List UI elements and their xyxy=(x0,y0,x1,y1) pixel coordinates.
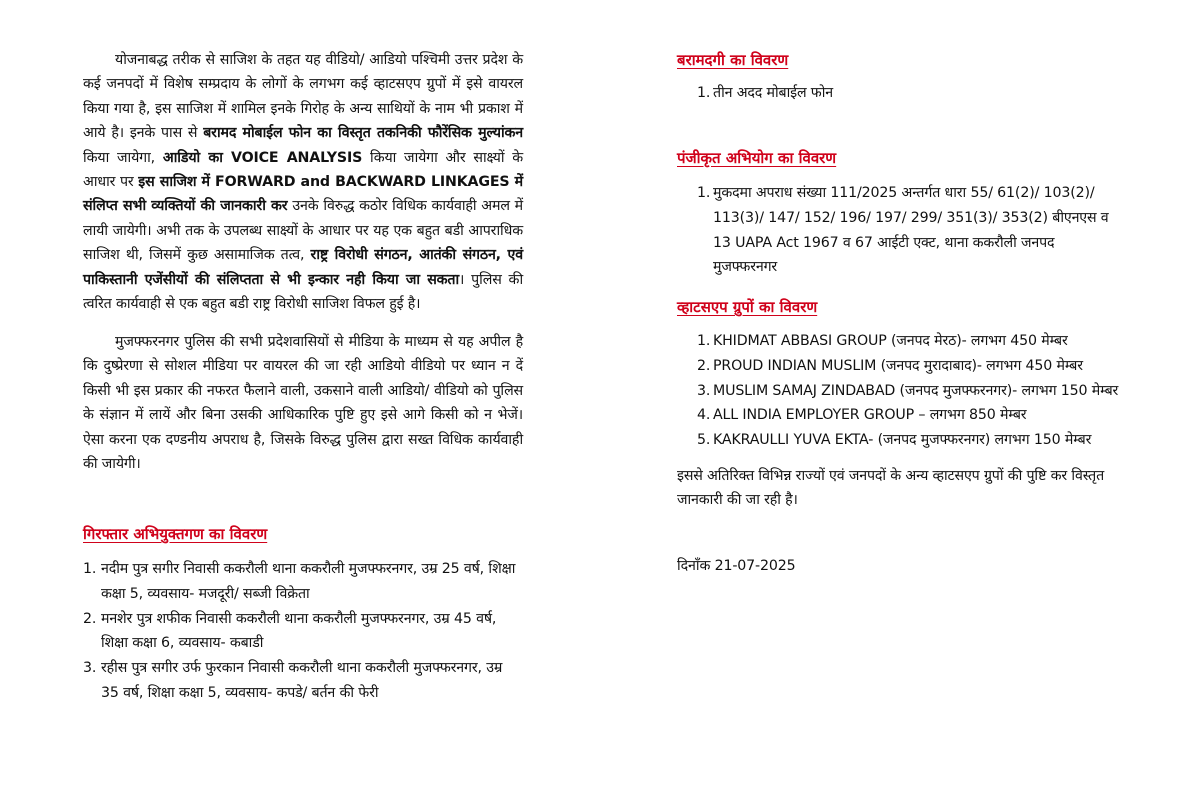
para1-bold-1: बरामद मोबाईल फोन का विस्तृत तकनिकी फौरेंसिक मुल्यांकन xyxy=(203,125,524,142)
list-number: 2. xyxy=(83,610,97,627)
list-number: 3. xyxy=(83,660,97,677)
list-number: 1. xyxy=(697,185,711,201)
para1-text-4: उनके विरुद्ध कठोर विधिक कार्यवाही अमल में लायी जायेगी। अभी तक के उपलब्ध साक्ष्यों के आधार पर यह एक बहुत बडी आपराधिक साजिश थी, जिसमें कुछ असामाजिक तत्व, xyxy=(83,198,524,264)
list-item-text: PROUD INDIAN MUSLIM (जनपद मुरादाबाद)- लगभग 450 मेम्बर xyxy=(713,357,1083,374)
list-item-text: मुकदमा अपराध संख्या 111/2025 अन्तर्गत धारा 55/ 61(2)/ 103(2)/ 113(3)/ 147/ 152/ 196/ 197/ 299/ 351(3)/ 353(2) बीएनएस व 13 UAPA Act 1967 व 67 आईटी एक्ट, थाना ककरौली जनपद मुजफ्फरनगर xyxy=(713,185,1109,276)
para1-text-3: किया जायेगा और साक्ष्यों के आधार पर xyxy=(83,149,523,191)
para1-text-5: । पुलिस की त्वरित कार्यवाही से एक बहुत बडी राष्ट्र विरोधी साजिश विफल हुई है। xyxy=(83,271,523,313)
list-number: 4. xyxy=(697,407,711,424)
list-item-text: ALL INDIA EMPLOYER GROUP – लगभग 850 मेम्बर xyxy=(713,407,1027,424)
list-number: 1. xyxy=(697,85,711,101)
arrested-item xyxy=(83,557,523,607)
list-number: 2. xyxy=(697,357,711,374)
para1-bold-4: राष्ट्र विरोधी संगठन, आतंकी संगठन, एवं पाकिस्तानी एजेंसीयों की संलिप्तता से भी इन्कार नही किया जा सकता xyxy=(83,247,523,288)
arrested-item xyxy=(83,607,523,657)
paragraph-conspiracy xyxy=(83,48,523,316)
recovery-item xyxy=(677,81,1122,106)
recovery-list xyxy=(677,81,1122,106)
arrested-item xyxy=(83,656,523,706)
recovery-heading: बरामदगी का विवरण xyxy=(677,51,789,69)
list-item-text: KAKRAULLI YUVA EKTA- (जनपद मुजफ्फरनगर) लगभग 150 मेम्बर xyxy=(713,432,1092,449)
paragraph-appeal xyxy=(83,330,523,476)
case-item xyxy=(677,181,1122,280)
group-item xyxy=(677,428,1122,453)
para1-bold-2: आडियो का VOICE ANALYSIS xyxy=(162,149,363,166)
case-list xyxy=(677,181,1122,280)
list-number: 3. xyxy=(697,382,711,399)
case-heading: पंजीकृत अभियोग का विवरण xyxy=(677,149,837,167)
group-item xyxy=(677,403,1122,428)
list-item-text: नदीम पुत्र सगीर निवासी ककरौली थाना ककरौली मुजफ्फरनगर, उम्र 25 वर्ष, शिक्षा कक्षा 5, व्यवसाय- मजदूरी/ सब्जी विक्रेता xyxy=(101,561,516,602)
list-item-text: मनशेर पुत्र शफीक निवासी ककरौली थाना ककरौली मुजफ्फरनगर, उम्र 45 वर्ष, शिक्षा कक्षा 6, व्यवसाय- कबाडी xyxy=(101,610,497,652)
list-item-text: MUSLIM SAMAJ ZINDABAD (जनपद मुजफ्फरनगर)- लगभग 150 मेम्बर xyxy=(713,382,1119,399)
group-item xyxy=(677,379,1122,404)
group-item xyxy=(677,329,1122,354)
group-item xyxy=(677,354,1122,379)
para1-bold-3: इस साजिश में FORWARD and BACKWARD LINKAGES में संलिप्त सभी व्यक्तियों की जानकारी कर xyxy=(83,174,523,215)
para2-text: मुजफ्फरनगर पुलिस की सभी प्रदेशवासियों से मीडिया के माध्यम से यह अपील है कि दुष्प्रेरणा से सोशल मीडिया पर वायरल की जा रही आडियो वीडियो पर ध्यान न दें किसी भी इस प्रकार की नफरत फैलाने वाली, उकसाने वाली आडियो/ वीडियो को पुलिस के संज्ञान में लायें और बिना उसकी आधिकारिक पुष्टि हुए इसे आगे किसी को न भेजें। ऐसा करना एक दण्डनीय अपराध है, जिसके विरुद्ध पुलिस द्वारा सख्त विधिक कार्यवाही की जायेगी। xyxy=(83,334,523,473)
groups-note: इससे अतिरिक्त विभिन्न राज्यों एवं जनपदों के अन्य व्हाटसएप ग्रुपों की पुष्टि कर विस्तृत जानकारी की जा रही है। xyxy=(677,468,1105,509)
arrested-heading: गिरफ्तार अभियुक्तगण का विवरण xyxy=(83,525,268,543)
list-item-text: तीन अदद मोबाईल फोन xyxy=(713,85,833,101)
document-date: दिनाँक 21-07-2025 xyxy=(677,558,796,574)
list-number: 1. xyxy=(83,561,97,577)
list-number: 5. xyxy=(697,432,711,449)
para1-text-1: योजनाबद्ध तरीक से साजिश के तहत यह वीडियो/ आडियो पश्चिमी उत्तर प्रदेश के कई जनपदों में विशेष सम्प्रदाय के लोगों के लगभग कई व्हाटसएप ग्रुपों में इसे वायरल किया गया है, इस साजिश में शामिल इनके गिरोह के अन्य साथियों के नाम भी प्रकाश में आये है। इनके पास से xyxy=(83,52,523,142)
groups-list xyxy=(677,329,1122,453)
list-number: 1. xyxy=(697,333,711,349)
list-item-text: KHIDMAT ABBASI GROUP (जनपद मेरठ)- लगभग 450 मेम्बर xyxy=(713,333,1068,349)
list-item-text: रहीस पुत्र सगीर उर्फ फुरकान निवासी ककरौली थाना ककरौली मुजफ्फरनगर, उम्र 35 वर्ष, शिक्षा कक्षा 5, व्यवसाय- कपडे/ बर्तन की फेरी xyxy=(101,660,503,701)
arrested-list xyxy=(83,557,523,706)
groups-heading: व्हाटसएप ग्रुपों का विवरण xyxy=(677,298,818,316)
para1-text-2: किया जायेगा, xyxy=(83,149,163,166)
